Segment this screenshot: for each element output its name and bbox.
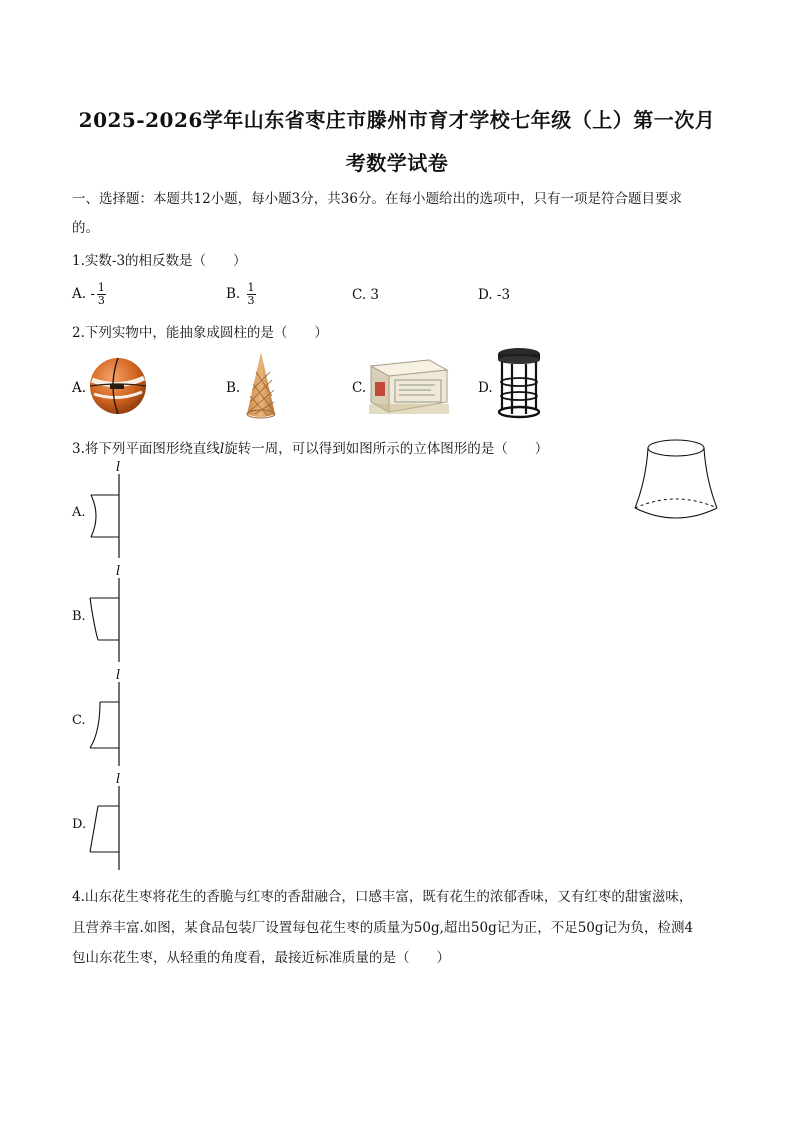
q2-option-b-label: B. bbox=[226, 380, 241, 396]
q3-option-d-axis-label: l bbox=[116, 772, 121, 787]
q1-option-a-fraction: $\frac{1}{3}$ bbox=[97, 281, 105, 307]
q1-option-b: B. $\frac{1}{3}$ bbox=[226, 281, 255, 307]
q2-stem: 2.下列实物中，能抽象成圆柱的是（ ） bbox=[72, 325, 328, 341]
q1-option-d: D. -3 bbox=[478, 287, 511, 303]
q2-option-a-label: A. bbox=[72, 380, 87, 396]
q3-option-c-figure bbox=[86, 682, 126, 768]
title-line-2: 考数学试卷 bbox=[345, 151, 449, 175]
q3-option-d-label: D. bbox=[72, 817, 87, 832]
q4-stem-line-2: 且营养丰富.如图，某食品包装厂设置每包花生枣的质量为50g,超出50g记为正，不足50g记为负，检测4 bbox=[72, 920, 694, 936]
section-instruction-line-2: 的。 bbox=[72, 220, 99, 236]
q3-option-a-axis-label: l bbox=[116, 460, 121, 475]
q1-option-b-fraction: $\frac{1}{3}$ bbox=[247, 281, 255, 307]
q3-stem: 3.将下列平面图形绕直线l旋转一周，可以得到如图所示的立体图形的是（ ） bbox=[72, 441, 549, 457]
q1-stem: 1.实数-3的相反数是（ ） bbox=[72, 253, 247, 269]
q3-option-a-figure bbox=[86, 474, 126, 560]
q1-option-a: A. - $\frac{1}{3}$ bbox=[72, 281, 105, 307]
q1-option-c: C. 3 bbox=[352, 287, 380, 303]
q4-stem-line-1: 4.山东花生枣将花生的香脆与红枣的香甜融合，口感丰富，既有花生的浓郁香味，又有红枣的甜蜜滋味， bbox=[72, 889, 693, 905]
section-instruction-line-1: 一、选择题：本题共12小题，每小题3分，共36分。在每小题给出的选项中，只有一项是符合题目要求 bbox=[72, 191, 682, 207]
q3-option-d-figure bbox=[86, 786, 126, 872]
q3-option-b-axis-label: l bbox=[116, 564, 121, 579]
title-line-1: 2025-2026学年山东省枣庄市滕州市育才学校七年级（上）第一次月 bbox=[78, 108, 716, 132]
q4-stem-line-3: 包山东花生枣，从轻重的角度看，最接近标准质量的是（ ） bbox=[72, 950, 450, 966]
q2-option-d-label: D. bbox=[478, 380, 493, 396]
q3-option-b-figure bbox=[86, 578, 126, 664]
round-stool-image bbox=[494, 346, 544, 422]
q3-option-b-label: B. bbox=[72, 609, 86, 624]
ice-cream-cone-image bbox=[244, 350, 278, 420]
q2-option-c-label: C. bbox=[352, 380, 367, 396]
q3-reference-solid-figure bbox=[630, 432, 722, 524]
q3-option-a-label: A. bbox=[72, 505, 86, 520]
basketball-image bbox=[88, 356, 148, 416]
book-box-image bbox=[369, 358, 449, 414]
q3-option-c-axis-label: l bbox=[116, 668, 121, 683]
q3-option-c-label: C. bbox=[72, 713, 86, 728]
